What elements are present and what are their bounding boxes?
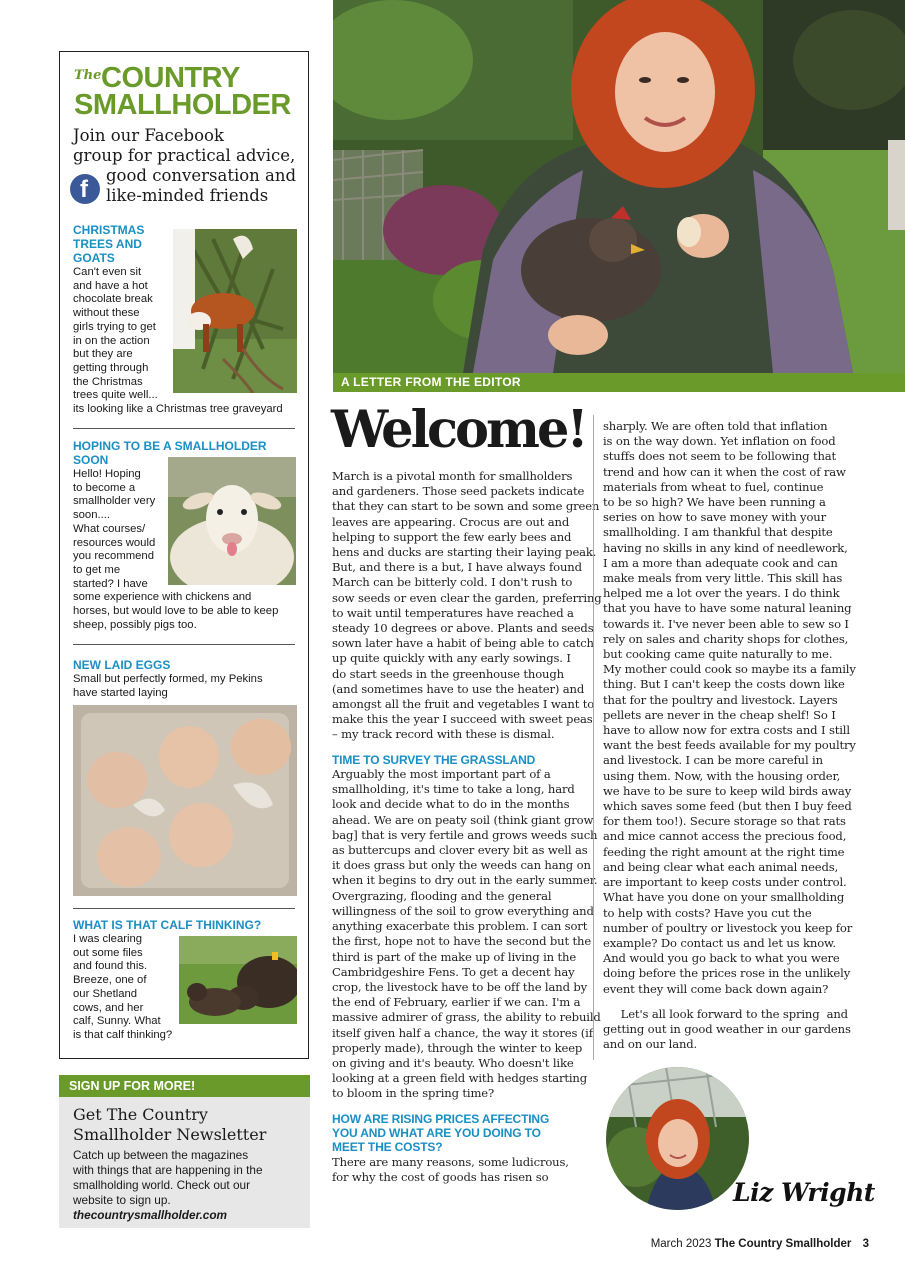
hero-caption: A LETTER FROM THE EDITOR	[333, 373, 905, 392]
magazine-logo	[74, 64, 304, 120]
editor-portrait	[606, 1067, 749, 1210]
calf-photo	[179, 936, 297, 1024]
page-footer	[651, 1238, 869, 1250]
divider	[73, 644, 295, 645]
divider	[73, 908, 295, 909]
facebook-sidebar	[59, 51, 309, 1059]
sheep-photo	[168, 457, 296, 585]
post-heading-calf: WHAT IS THAT CALF THINKING?	[73, 918, 262, 932]
logo-line-1: COUNTRY	[101, 62, 240, 94]
newsletter-text: Catch up between the magazines with things that are happening in the smallholding world. Check out our website to sign up. thecountrysmallholder.com	[73, 1148, 263, 1222]
editor-signature: Liz Wright	[733, 1178, 875, 1207]
article-column-1: March is a pivotal month for smallholders and gardeners. Those seed packets indicate that they can start to be sown and some green leaves are appearing. Crocus are out and helping to support the few early bees and hens and ducks are starting their laying peak. But, and there is a but, I have always found March can be bitterly cold. I don't rush to sow seeds or even clear the garden, preferring to wait until temperatures have reached a steady 10 degrees or above. Plants and seeds sown later have a habit of being able to catch up quite quickly with any early sowings. I do start seeds in the greenhouse though (and sometimes have to use the heater) and amongst all the fruit and vegetables I want to make this the year I succeed with sweet peas – my track record with these is dismal. TIME TO SURVEY THE GRASSLAND Arguably the most important part of a smallholding, it's time to take a long, hard look and decide what to do in the months ahead. We are on peaty soil (think giant grow bag] that is very fertile and grows weeds such as buttercups and clover every bit as well as it does grass but only the weeds can hang on when it begins to dry out in the early summer. Overgrazing, flooding and the general willingness of the soil to grow everything and anything exacerbate this problem. I can sort the first, hope not to have the second but the third is part of the make up of living in the Cambridgeshire Fens. To get a decent hay crop, the livestock have to be off the land by the end of February, earlier if we can. I'm a massive admirer of grass, the ability to rebuild itself given half a chance, the way it stores (if properly made), through the winter to keep on giving and it's beauty. Who doesn't like looking at a green field with hedges starting to bloom in the spring time? HOW ARE RISING PRICES AFFECTING YOU AND WHAT ARE YOU DOING TO MEET THE COSTS? There are many reasons, some ludicrous, for why the cost of goods has risen so	[332, 469, 602, 1184]
logo-prefix: The	[74, 68, 102, 83]
facebook-invite-line: like-minded friends	[106, 186, 269, 205]
divider	[73, 428, 295, 429]
logo-line-2: SMALLHOLDER	[74, 89, 291, 121]
article-title: Welcome!	[331, 400, 586, 460]
editor-hero-photo	[333, 0, 905, 373]
issue-date: March 2023	[650, 1238, 712, 1250]
post-text-new-laid-eggs: Small but perfectly formed, my Pekins have started laying	[73, 673, 263, 699]
post-text-hoping-smallholder: Hello! Hoping to become a smallholder very soon.... What courses/ resources would you recommend to get me started? I have some experience with chickens and horses, but would love to be able to keep sheep, possibly pigs too.	[73, 468, 279, 631]
facebook-icon[interactable]: f	[70, 174, 100, 204]
facebook-invite-line: group for practical advice,	[73, 146, 296, 165]
newsletter-url-link[interactable]: thecountrysmallholder.com	[73, 1208, 228, 1222]
post-heading-hoping-smallholder: HOPING TO BE A SMALLHOLDER SOON	[73, 439, 267, 467]
eggs-photo	[73, 705, 297, 896]
page-number: 3	[862, 1238, 869, 1250]
subheading-grassland: TIME TO SURVEY THE GRASSLAND	[332, 752, 536, 767]
facebook-invite-line: Join our Facebook	[73, 126, 224, 145]
goats-photo	[173, 229, 297, 393]
column-divider	[593, 415, 594, 1060]
newsletter-title: Get The Country Smallholder Newsletter	[73, 1105, 267, 1144]
signup-heading: SIGN UP FOR MORE!	[59, 1075, 310, 1097]
publication-name: The Country Smallholder	[714, 1238, 852, 1250]
post-text-christmas-trees: Can't even sit and have a hot chocolate break without these girls trying to get in on the action but they are getting through the Christmas trees quite well... its looking like a Christmas tree graveyard	[73, 266, 283, 416]
post-heading-new-laid-eggs: NEW LAID EGGS	[73, 658, 171, 672]
subheading-rising-prices: HOW ARE RISING PRICES AFFECTING	[332, 1111, 550, 1126]
facebook-invite-line: good conversation and	[106, 166, 297, 185]
newsletter-signup-box	[59, 1097, 310, 1228]
post-text-calf: I was clearing out some files and found this. Breeze, one of our Shetland cows, and her calf, Sunny. What is that calf thinking?	[73, 933, 173, 1041]
facebook-invite	[73, 126, 308, 206]
article-column-2: sharply. We are often told that inflation is on the way down. Yet inflation on food stuffs does not seem to be following that trend and how can it when the cost of raw materials from wheat to fuel, continue to be so high? We have been running a series on how to save money with your smallholding. I am thankful that despite having no skills in any kind of needlework, I am a more than adequate cook and can make meals from very little. This skill has helped me a lot over the years. I do think that you have to have some natural leaning towards it. I've never been able to sew so I rely on sales and charity shops for clothes, but cooking came quite naturally to me. My mother could cook so maybe its a family thing. But I can't keep the costs down like that for the poultry and livestock. Layers pellets are never in the cheap shelf! So I have to allow now for extra costs and I still want the best feeds available for my poultry and livestock. I can be more careful in using them. Now, with the housing order, we have to be sure to keep wild birds away which saves some feed (but then I buy feed for them too!). Secure storage so that rats and mice cannot access the precious food, feeding the right amount at the right time and being clear what each animal needs, are important to keep costs under control. What have you done on your smallholding to help with costs? Have you cut the number of poultry or livestock you keep for example? Do contact us and let us know. And would you go back to what you were doing before the prices rose in the unlikely event they will come back down again? Let's all look forward to the spring and getting out in good weather in our gardens and on our land.	[603, 419, 856, 1052]
post-heading-christmas-trees: CHRISTMAS TREES AND GOATS	[73, 223, 145, 265]
